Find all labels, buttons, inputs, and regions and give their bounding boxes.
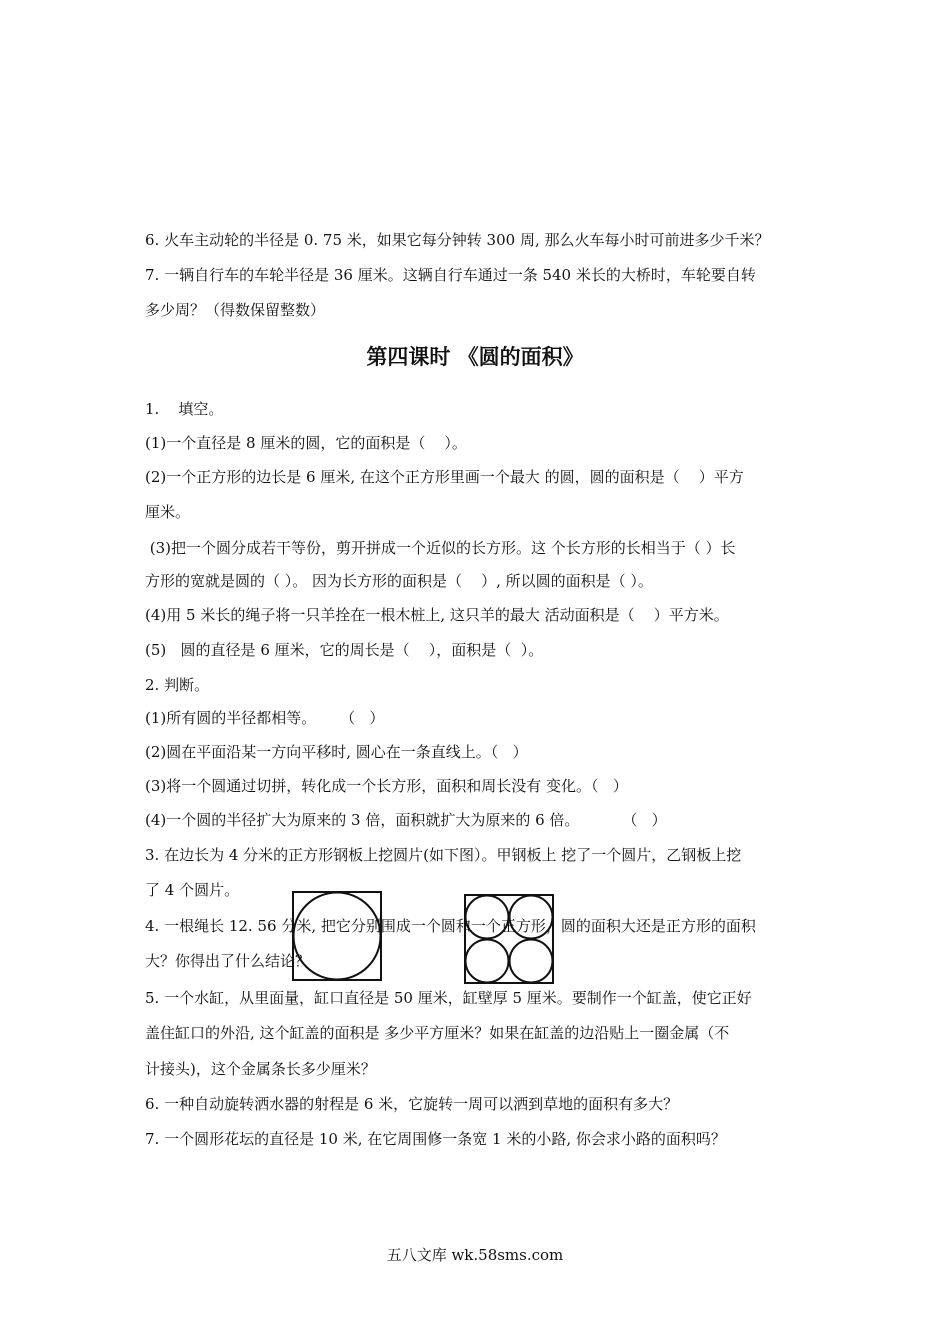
section-1-heading: 1. 填空。: [145, 400, 224, 418]
plate-b-square: [465, 895, 553, 983]
plate-b-circle-3: [466, 940, 509, 983]
question-4-line-2: 大？你得出了什么结论？: [145, 952, 311, 970]
question-5-line-3: 计接头)，这个金属条长多少厘米？: [145, 1060, 376, 1078]
plate-b-circle-4: [510, 940, 553, 983]
question-3-line-2: 了 4 个圆片。: [145, 881, 240, 899]
plate-a-circle: [294, 893, 381, 980]
fill-item-5: (5) 圆的直径是 6 厘米，它的周长是（ ），面积是（ ）。: [145, 641, 544, 659]
question-5-line-2: 盖住缸口的外沿, 这个缸盖的面积是 多少平方厘米？如果在缸盖的边沿贴上一圈金属（不: [145, 1024, 730, 1042]
question-4-line-1: 4. 一根绳长 12. 56 分米, 把它分别围成一个圆和一个正方形，圆的面积大还是正方形的面积: [145, 917, 756, 935]
fill-item-2-line-2: 厘米。: [145, 503, 191, 521]
judge-item-1: (1)所有圆的半径都相等。 （ ）: [145, 709, 385, 727]
judge-item-3: (3)将一个圆通过切拼，转化成一个长方形，面积和周长没有 变化。（ ）: [145, 777, 628, 795]
prev-question-6: 6. 火车主动轮的半径是 0. 75 米，如果它每分钟转 300 周, 那么火车每小时可前进多少千米？: [145, 231, 770, 249]
steel-plate-b-figure: [464, 894, 556, 986]
fill-item-2-line-1: (2)一个正方形的边长是 6 厘米, 在这个正方形里画一个最大 的圆，圆的面积是（ ）平方: [145, 468, 744, 486]
section-2-heading: 2. 判断。: [145, 676, 210, 694]
fill-item-1: (1)一个直径是 8 厘米的圆，它的面积是（ ）。: [145, 434, 467, 452]
judge-item-2: (2)圆在平面沿某一方向平移时, 圆心在一条直线上。（ ）: [145, 743, 528, 761]
fill-item-3-line-2: 方形的宽就是圆的（ ）。 因为长方形的面积是（ ）, 所以圆的面积是（ ）。: [145, 572, 653, 590]
prev-question-7-line-1: 7. 一辆自行车的车轮半径是 36 厘米。这辆自行车通过一条 540 米长的大桥时，车轮要自转: [145, 266, 756, 284]
question-3-line-1: 3. 在边长为 4 分米的正方形钢板上挖圆片(如下图）。甲钢板上 挖了一个圆片，乙钢板上挖: [145, 846, 742, 864]
footer-watermark: 五八文库 wk.58sms.com: [386, 1246, 564, 1264]
plate-b-circle-2: [510, 896, 553, 939]
fill-item-3-line-1: (3)把一个圆分成若干等份，剪开拼成一个近似的长方形。这 个长方形的长相当于（ ）长: [145, 539, 736, 557]
steel-plate-a-figure: [292, 891, 384, 983]
lesson-title: 第四课时 《圆的面积》: [366, 345, 584, 369]
prev-question-7-line-2: 多少周？（得数保留整数）: [145, 301, 326, 319]
plate-b-circle-1: [466, 896, 509, 939]
question-7: 7. 一个圆形花坛的直径是 10 米, 在它周围修一条宽 1 米的小路, 你会求小路的面积吗？: [145, 1130, 726, 1148]
judge-item-4: (4)一个圆的半径扩大为原来的 3 倍，面积就扩大为原来的 6 倍。 （ ）: [145, 811, 667, 829]
question-6: 6. 一种自动旋转洒水器的射程是 6 米，它旋转一周可以洒到草地的面积有多大？: [145, 1095, 679, 1113]
fill-item-4: (4)用 5 米长的绳子将一只羊拴在一根木桩上, 这只羊的最大 活动面积是（ ）平方米。: [145, 606, 729, 624]
question-5-line-1: 5. 一个水缸，从里面量，缸口直径是 50 厘米，缸壁厚 5 厘米。要制作一个缸盖，使它正好: [145, 989, 752, 1007]
